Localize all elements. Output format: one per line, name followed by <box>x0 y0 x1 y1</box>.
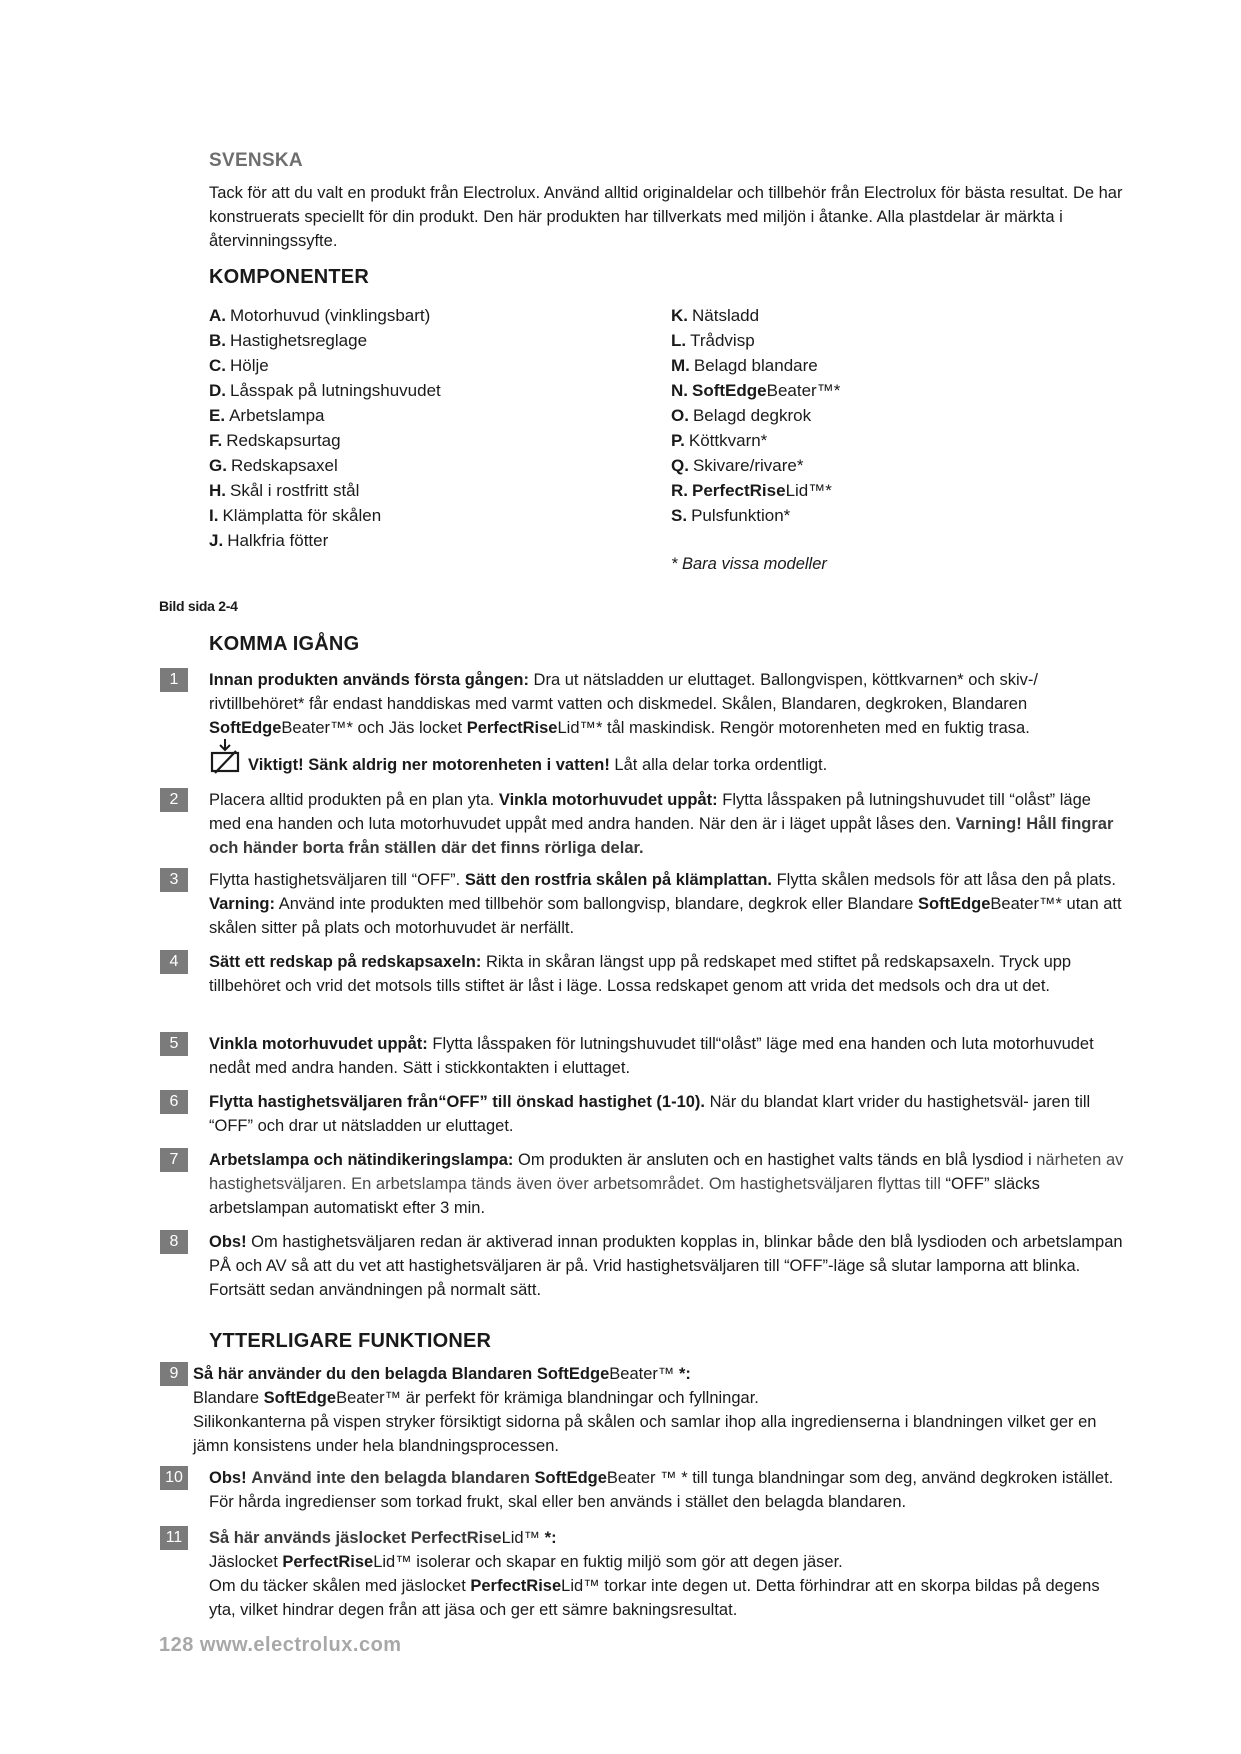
component-item: P. Köttkvarn* <box>671 431 768 450</box>
bold-run: Sätt den rostfria skålen på klämplattan. <box>464 871 773 889</box>
text-run: Beater ™ * till tunga blandningar som deg, använd degkroken istället. För hårda ingredienser som torkad frukt, skal eller ben används i stället den belagda blandaren. <box>209 1469 1114 1511</box>
text-run: Flytta låsspaken för lutningshuvudet till“olåst” läge med ena handen och luta motorhuvudet nedåt med andra handen. Sätt i stickkontakten i eluttaget. <box>209 1035 1094 1077</box>
step-number-badge: 9 <box>160 1362 188 1386</box>
text-run: Flytta skålen medsols för att låsa den på plats. <box>772 871 1116 889</box>
text-run: Lid™ isolerar och skapar en fuktig miljö som gör att degen jäser. <box>373 1553 843 1571</box>
component-item: L. Trådvisp <box>671 331 755 350</box>
bold-run: Vinkla motorhuvudet uppåt: <box>209 1035 428 1053</box>
step-text <box>209 1090 1124 1138</box>
bold-run: SoftEdge <box>534 1469 607 1487</box>
component-item: Q. Skivare/rivare* <box>671 456 804 475</box>
text-run: Dra ut nätsladden ur eluttaget. Ballongvispen, köttkvarnen* och skiv-/ rivtillbehöret* får endast handdiskas med varmt vatten och diskmedel. Skålen, Blandaren, degkroken, Blandaren <box>209 671 1038 713</box>
text-run: Beater™* utan att skålen sitter på plats och motorhuvudet är nerfällt. <box>209 895 1122 937</box>
component-item: D. Låsspak på lutningshuvudet <box>209 381 441 400</box>
component-item: H. Skål i rostfritt stål <box>209 481 360 500</box>
component-item: O. Belagd degkrok <box>671 406 812 425</box>
warning-run: Använd inte den belagda blandaren <box>251 1469 530 1487</box>
text-run: Använd inte produkten med tillbehör som ballongvisp, blandare, degkrok eller Blandare <box>275 895 918 913</box>
bold-run: Vinkla motorhuvudet uppåt: <box>498 791 718 809</box>
figure-reference: Bild sida 2-4 <box>159 598 238 614</box>
bold-run: PerfectRise <box>470 1577 562 1595</box>
step-number-badge: 6 <box>160 1090 188 1114</box>
bold-run: SoftEdge <box>209 719 282 737</box>
bold-run: Innan produkten används första gången: <box>209 671 529 689</box>
components-list-right <box>671 303 840 528</box>
component-item: J. Halkfria fötter <box>209 531 329 550</box>
intro-paragraph: Tack för att du valt en produkt från Electrolux. Använd alltid originaldelar och tillbehör från Electrolux för bästa resultat. De har konstruerats speciellt för din produkt. Den här produkten har tillverkats med miljön i åtanke. Alla plastdelar är märkta i återvinningssyfte. <box>209 184 1123 250</box>
component-item: M. Belagd blandare <box>671 356 818 375</box>
step-text <box>209 950 1124 998</box>
components-heading: KOMPONENTER <box>209 266 369 288</box>
component-item: F. Redskapsurtag <box>209 431 341 450</box>
step-number-badge: 5 <box>160 1032 188 1056</box>
component-item: R. PerfectRiseLid™* <box>671 481 832 500</box>
text-run: Silikonkanterna på vispen stryker försiktigt sidorna på skålen och samlar ihop alla ingredienserna i blandningen vilket ger en jämn konsistens under hela blandningsprocessen. <box>193 1413 1097 1455</box>
bold-run: Obs! <box>209 1233 247 1251</box>
bold-run: *: <box>544 1529 557 1547</box>
text-run: Om produkten är ansluten och en hastighet valts tänds en blå lysdiod i <box>513 1151 1037 1169</box>
step-number-badge: 4 <box>160 950 188 974</box>
text-run: Jäslocket <box>209 1553 283 1571</box>
text-run: Beater™* och Jäs locket <box>281 719 467 737</box>
bold-run: Sätt ett redskap på redskapsaxeln: <box>209 953 482 971</box>
text-run: Om du täcker skålen med jäslocket <box>209 1577 471 1595</box>
step-number-badge: 11 <box>160 1526 188 1550</box>
text-run: Beater™ <box>609 1365 679 1383</box>
step-number-badge: 10 <box>160 1466 188 1490</box>
step-number-badge: 7 <box>160 1148 188 1172</box>
text-run: När du blandat klart vrider du hastighetsväl- jaren till “OFF” och drar ut nätsladden ur eluttaget. <box>209 1093 1091 1135</box>
text-run: Lid™* tål maskindisk. Rengör motorenheten med en fuktig trasa. <box>557 719 1030 737</box>
step-text <box>193 1362 1124 1458</box>
step-text <box>209 1032 1124 1080</box>
step-text <box>209 1230 1124 1302</box>
bold-run: Obs! <box>209 1469 247 1487</box>
step-number-badge: 1 <box>160 668 188 692</box>
bold-run: Arbetslampa och nätindikeringslampa: <box>209 1151 514 1169</box>
component-item: B. Hastighetsreglage <box>209 331 368 350</box>
components-list-left <box>209 303 441 553</box>
text-run: Om hastighetsväljaren redan är aktiverad innan produkten kopplas in, blinkar både den blå lysdioden och arbetslampan PÅ och AV så att du vet att hastighetsväljaren är på. Vrid hastighetsväljaren till “OFF”-läge så slutar lamporna att blinka. Fortsätt sedan användningen på normalt sätt. <box>209 1233 1123 1299</box>
text-run: Flytta hastighetsväljaren till “OFF”. <box>209 871 465 889</box>
page-footer: 128 www.electrolux.com <box>159 1634 402 1656</box>
step-text <box>209 788 1124 860</box>
component-item: S. Pulsfunktion* <box>671 506 791 525</box>
step-text <box>209 1466 1124 1514</box>
step-number-badge: 3 <box>160 868 188 892</box>
step-number-badge: 8 <box>160 1230 188 1254</box>
text-run: Beater™ är perfekt för krämiga blandningar och fyllningar. <box>336 1389 759 1407</box>
bold-run: PerfectRise <box>282 1553 374 1571</box>
text-run: närheten av hastighetsväljaren. En arbetslampa tänds även över arbetsområdet. Om hastighetsväljaren flyttas till <box>209 1151 1124 1193</box>
component-item: I. Klämplatta för skålen <box>209 506 382 525</box>
important-warning: Viktigt! Sänk aldrig ner motorenheten i vatten! Låt alla delar torka ordentligt. <box>248 756 828 774</box>
text-run: Blandare <box>193 1389 264 1407</box>
bold-run: PerfectRise <box>466 719 558 737</box>
text-run: Flytta låsspaken på lutningshuvudet till “olåst” läge med ena handen och luta motorhuvudet uppåt med andra handen. När den är i läget uppåt låses den. <box>209 791 1091 833</box>
step-text <box>209 1148 1124 1220</box>
no-immersion-icon <box>209 738 241 774</box>
text-run: Lid™ <box>501 1529 545 1547</box>
step-text <box>209 668 1124 740</box>
component-item: E. Arbetslampa <box>209 406 325 425</box>
text-run: Placera alltid produkten på en plan yta. <box>209 791 499 809</box>
text-run: Rikta in skåran längst upp på redskapet med stiftet på redskapsaxeln. Tryck upp tillbehöret och vrid det motsols tills stiftet är låst i läge. Lossa redskapet genom att vrida det medsols och dra ut det. <box>209 953 1072 995</box>
component-item: K. Nätsladd <box>671 306 760 325</box>
step-text <box>209 1526 1124 1622</box>
bold-run: *: <box>678 1365 691 1383</box>
step-text <box>209 868 1124 940</box>
warning-run: Varning! Håll fingrar och händer borta från ställen där det finns rörliga delar. <box>209 815 1114 857</box>
bold-run: SoftEdge <box>918 895 991 913</box>
bold-run: Varning: <box>209 895 276 913</box>
component-item: N. SoftEdgeBeater™* <box>671 381 841 400</box>
component-item: G. Redskapsaxel <box>209 456 338 475</box>
bold-run: Så här använder du den belagda Blandaren SoftEdge <box>193 1365 610 1383</box>
step-number-badge: 2 <box>160 788 188 812</box>
bold-run: SoftEdge <box>263 1389 337 1407</box>
bold-run: Flytta hastighetsväljaren från“OFF” till önskad hastighet (1-10). <box>209 1093 706 1111</box>
language-heading: SVENSKA <box>209 150 303 171</box>
warning-run: Så här används jäslocket PerfectRise <box>209 1529 502 1547</box>
getting-started-heading: KOMMA IGÅNG <box>209 633 360 655</box>
text-run: “OFF” släcks arbetslampan automatiskt efter 3 min. <box>209 1175 1040 1217</box>
additional-functions-heading: YTTERLIGARE FUNKTIONER <box>209 1330 492 1352</box>
component-item: C. Hölje <box>209 356 269 375</box>
models-footnote: * Bara vissa modeller <box>671 555 827 573</box>
component-item: A. Motorhuvud (vinklingsbart) <box>209 306 431 325</box>
text-run: Lid™ torkar inte degen ut. Detta förhindrar att en skorpa bildas på degens yta, vilket hindrar degen från att jäsa och ger ett sämre bakningsresultat. <box>209 1577 1100 1619</box>
